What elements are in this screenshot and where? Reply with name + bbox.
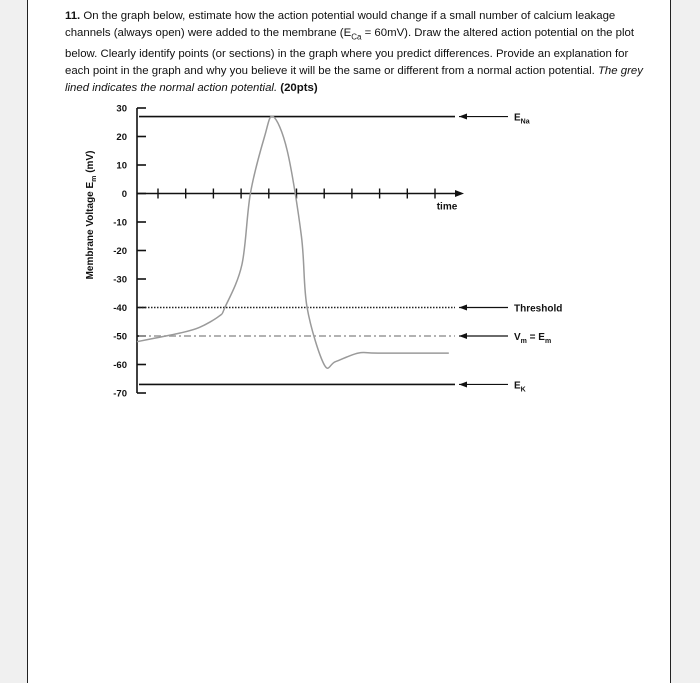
- y-tick-label: 10: [116, 160, 127, 172]
- question-part2: = 60mV). Draw the altered action potential on the plot below. Clearly identify points (or sections) in the graph where you predict differences. Provide an explanation for each point in the graph and why you believe it will be the same or different from a normal action potential.: [65, 27, 635, 77]
- reference-label-ena: $E_{Na}$: [514, 112, 530, 126]
- y-tick-label: -60: [113, 360, 127, 371]
- reference-pointer-arrowhead: [459, 305, 467, 311]
- y-tick-label: 0: [121, 189, 127, 200]
- y-tick-label: -10: [113, 217, 127, 229]
- time-axis-arrow: [455, 190, 464, 197]
- x-axis-label: time: [436, 201, 458, 213]
- y-tick-label: 20: [116, 132, 127, 143]
- eca-subscript: Ca: [351, 32, 362, 42]
- y-axis-label: Membrane Voltage $E_m$ (mV): [85, 150, 98, 280]
- reference-pointer-arrowhead: [459, 114, 467, 120]
- series-line-normal-action-potential: [137, 116, 449, 368]
- y-tick-label: -40: [113, 303, 127, 314]
- question-grey-line-note: The grey lined indicates the normal action potential.: [65, 64, 643, 95]
- question-number: 11.: [65, 10, 81, 22]
- y-tick-label: 30: [116, 103, 127, 115]
- reference-pointer-arrowhead: [459, 381, 467, 387]
- question-points: (20pts): [277, 82, 318, 95]
- y-tick-label: -30: [113, 274, 127, 286]
- reference-label-ek: $E_K$: [514, 380, 526, 394]
- reference-pointer-arrowhead: [459, 333, 467, 339]
- reference-label-threshold: Threshold: [514, 303, 563, 315]
- y-tick-label: -50: [113, 331, 127, 343]
- y-tick-label: -20: [113, 246, 127, 257]
- y-tick-label: -70: [113, 388, 127, 400]
- question-part1: On the graph below, estimate how the action potential would change if a small number of calcium leakage channels (always open) were added to the membrane (E: [65, 10, 616, 40]
- reference-label-vm-em: $V_m = E_m$: [514, 332, 552, 345]
